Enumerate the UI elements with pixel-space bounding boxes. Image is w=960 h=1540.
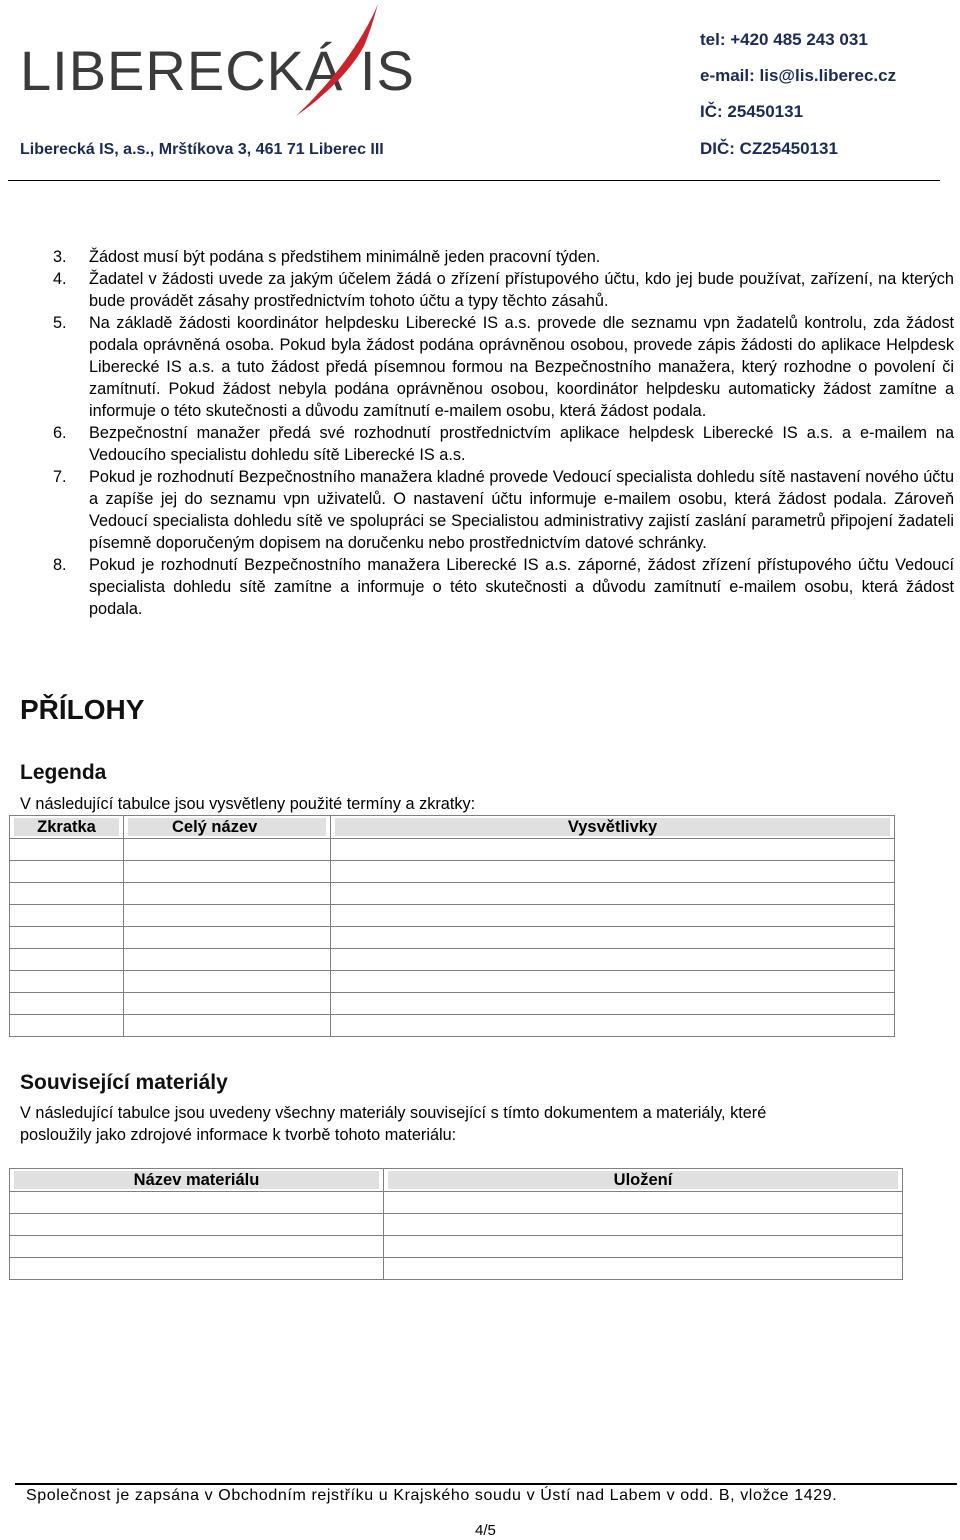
list-item (20, 268, 954, 312)
step-text: Bezpečnostní manažer předá své rozhodnutí prostřednictvím aplikace helpdesk Liberecké IS a.s. a e-mailem na Vedoucího specialistu dohledu sítě Liberecké IS a.s. (89, 424, 954, 464)
step-number: 3. (53, 248, 67, 266)
table-row (10, 927, 895, 949)
company-dic: DIČ: CZ25450131 (700, 139, 838, 158)
table-cell (331, 883, 895, 905)
table-cell (10, 1258, 384, 1280)
table-cell (124, 927, 331, 949)
table-cell (10, 1015, 124, 1037)
step-text: Na základě žádosti koordinátor helpdesku Liberecké IS a.s. provede dle seznamu vpn žadatelů kontrolu, zda žádost podala oprávněná osoba. Pokud byla žádost podána oprávněnou osobou, provede zápis žádosti do aplikace Helpdesk Liberecké IS a.s. a tuto žádost předá písemnou formou na Bezpečnostního manažera, který rozhodne o povolení či zamítnutí. Pokud žádost nebyla podána oprávněnou osobou, koordinátor helpdesku automaticky žádost zamítne a informuje o této skutečnosti a důvodu zamítnutí e-mailem osobu, která žádost podala. (89, 314, 954, 420)
legenda-title: Legenda (20, 761, 107, 784)
column-header: Uložení (384, 1169, 903, 1192)
procedure-steps (20, 246, 954, 620)
table-header-row (10, 816, 895, 839)
header-divider (8, 180, 940, 181)
list-item (20, 466, 954, 554)
contact-phone: tel: +420 485 243 031 (700, 30, 868, 49)
table-row (10, 993, 895, 1015)
footer-registry: Společnost je zapsána v Obchodním rejstříku u Krajského soudu v Ústí nad Labem v odd. B, vložce 1429. (26, 1487, 838, 1504)
table-row (10, 883, 895, 905)
table-cell (10, 949, 124, 971)
column-header: Vysvětlivky (331, 816, 895, 839)
step-text: Žádost musí být podána s předstihem minimálně jeden pracovní týden. (89, 248, 601, 266)
table-row (10, 1214, 903, 1236)
table-cell (124, 1015, 331, 1037)
table-cell (331, 1015, 895, 1037)
table-row (10, 905, 895, 927)
table-cell (124, 839, 331, 861)
table-row (10, 949, 895, 971)
table-row (10, 861, 895, 883)
list-item (20, 246, 954, 268)
table-row (10, 839, 895, 861)
table-row (10, 1258, 903, 1280)
section-title-prilohy: PŘÍLOHY (20, 694, 145, 725)
table-cell (10, 993, 124, 1015)
table-cell (10, 971, 124, 993)
company-address: Liberecká IS, a.s., Mrštíkova 3, 461 71 Liberec III (20, 141, 384, 158)
table-cell (331, 993, 895, 1015)
table-cell (331, 839, 895, 861)
column-header: Celý název (124, 816, 331, 839)
table-cell (10, 839, 124, 861)
table-cell (10, 905, 124, 927)
table-cell (384, 1192, 903, 1214)
table-cell (124, 905, 331, 927)
table-row (10, 1236, 903, 1258)
table-cell (124, 883, 331, 905)
table-cell (10, 861, 124, 883)
page-number: 4/5 (475, 1522, 496, 1539)
company-ico: IČ: 25450131 (700, 102, 804, 121)
table-cell (124, 971, 331, 993)
list-item (20, 422, 954, 466)
company-logo: LIBERECKÁ IS (20, 39, 415, 102)
table-cell (10, 927, 124, 949)
table-cell (331, 905, 895, 927)
step-number: 5. (53, 314, 67, 332)
step-text: Pokud je rozhodnutí Bezpečnostního manažera Liberecké IS a.s. záporné, žádost zřízení přístupového účtu Vedoucí specialista dohledu sítě zamítne a informuje o této skutečnosti a důvodu zamítnutí e-mailem osobu, která žádost podala. (89, 556, 954, 618)
materials-intro-line2: posloužily jako zdrojové informace k tvorbě tohoto materiálu: (20, 1126, 457, 1144)
table-cell (10, 1214, 384, 1236)
table-cell (124, 949, 331, 971)
table-cell (384, 1258, 903, 1280)
list-item (20, 554, 954, 620)
table-row (10, 1015, 895, 1037)
table-cell (331, 927, 895, 949)
contact-email: e-mail: lis@lis.liberec.cz (700, 66, 897, 85)
materials-intro-line1: V následující tabulce jsou uvedeny všechny materiály související s tímto dokumentem a materiály, které (20, 1104, 767, 1122)
column-header: Název materiálu (10, 1169, 384, 1192)
table-cell (124, 993, 331, 1015)
table-cell (10, 1192, 384, 1214)
table-cell (331, 971, 895, 993)
table-cell (124, 861, 331, 883)
table-cell (10, 1236, 384, 1258)
table-cell (10, 883, 124, 905)
table-cell (384, 1214, 903, 1236)
step-number: 4. (53, 270, 67, 288)
legend-table (9, 815, 895, 1037)
table-cell (331, 949, 895, 971)
column-header: Zkratka (10, 816, 124, 839)
step-number: 7. (53, 468, 67, 486)
step-number: 8. (53, 556, 67, 574)
materials-title: Související materiály (20, 1071, 228, 1094)
table-cell (384, 1236, 903, 1258)
logo-swoosh-icon (292, 2, 382, 120)
legenda-intro: V následující tabulce jsou vysvětleny použité termíny a zkratky: (20, 795, 476, 813)
step-text: Pokud je rozhodnutí Bezpečnostního manažera kladné provede Vedoucí specialista dohledu sítě nastavení nového účtu a zapíše jej do seznamu vpn uživatelů. O nastavení účtu informuje e-mailem osobu, která žádost podala. Zároveň Vedoucí specialista dohledu sítě ve spolupráci se Specialistou administrativy zajistí zaslání parametrů připojení žadateli písemně doporučeným dopisem na doručenku nebo prostřednictvím datové schránky. (89, 468, 954, 552)
table-cell (331, 861, 895, 883)
table-row (10, 971, 895, 993)
table-row (10, 1192, 903, 1214)
materials-table (9, 1168, 903, 1280)
list-item (20, 312, 954, 422)
step-text: Žadatel v žádosti uvede za jakým účelem žádá o zřízení přístupového účtu, kdo jej bude používat, zařízení, na kterých bude provádět zásahy prostřednictvím tohoto účtu a typy těchto zásahů. (89, 270, 954, 310)
table-header-row (10, 1169, 903, 1192)
step-number: 6. (53, 424, 67, 442)
footer-divider (15, 1483, 957, 1485)
